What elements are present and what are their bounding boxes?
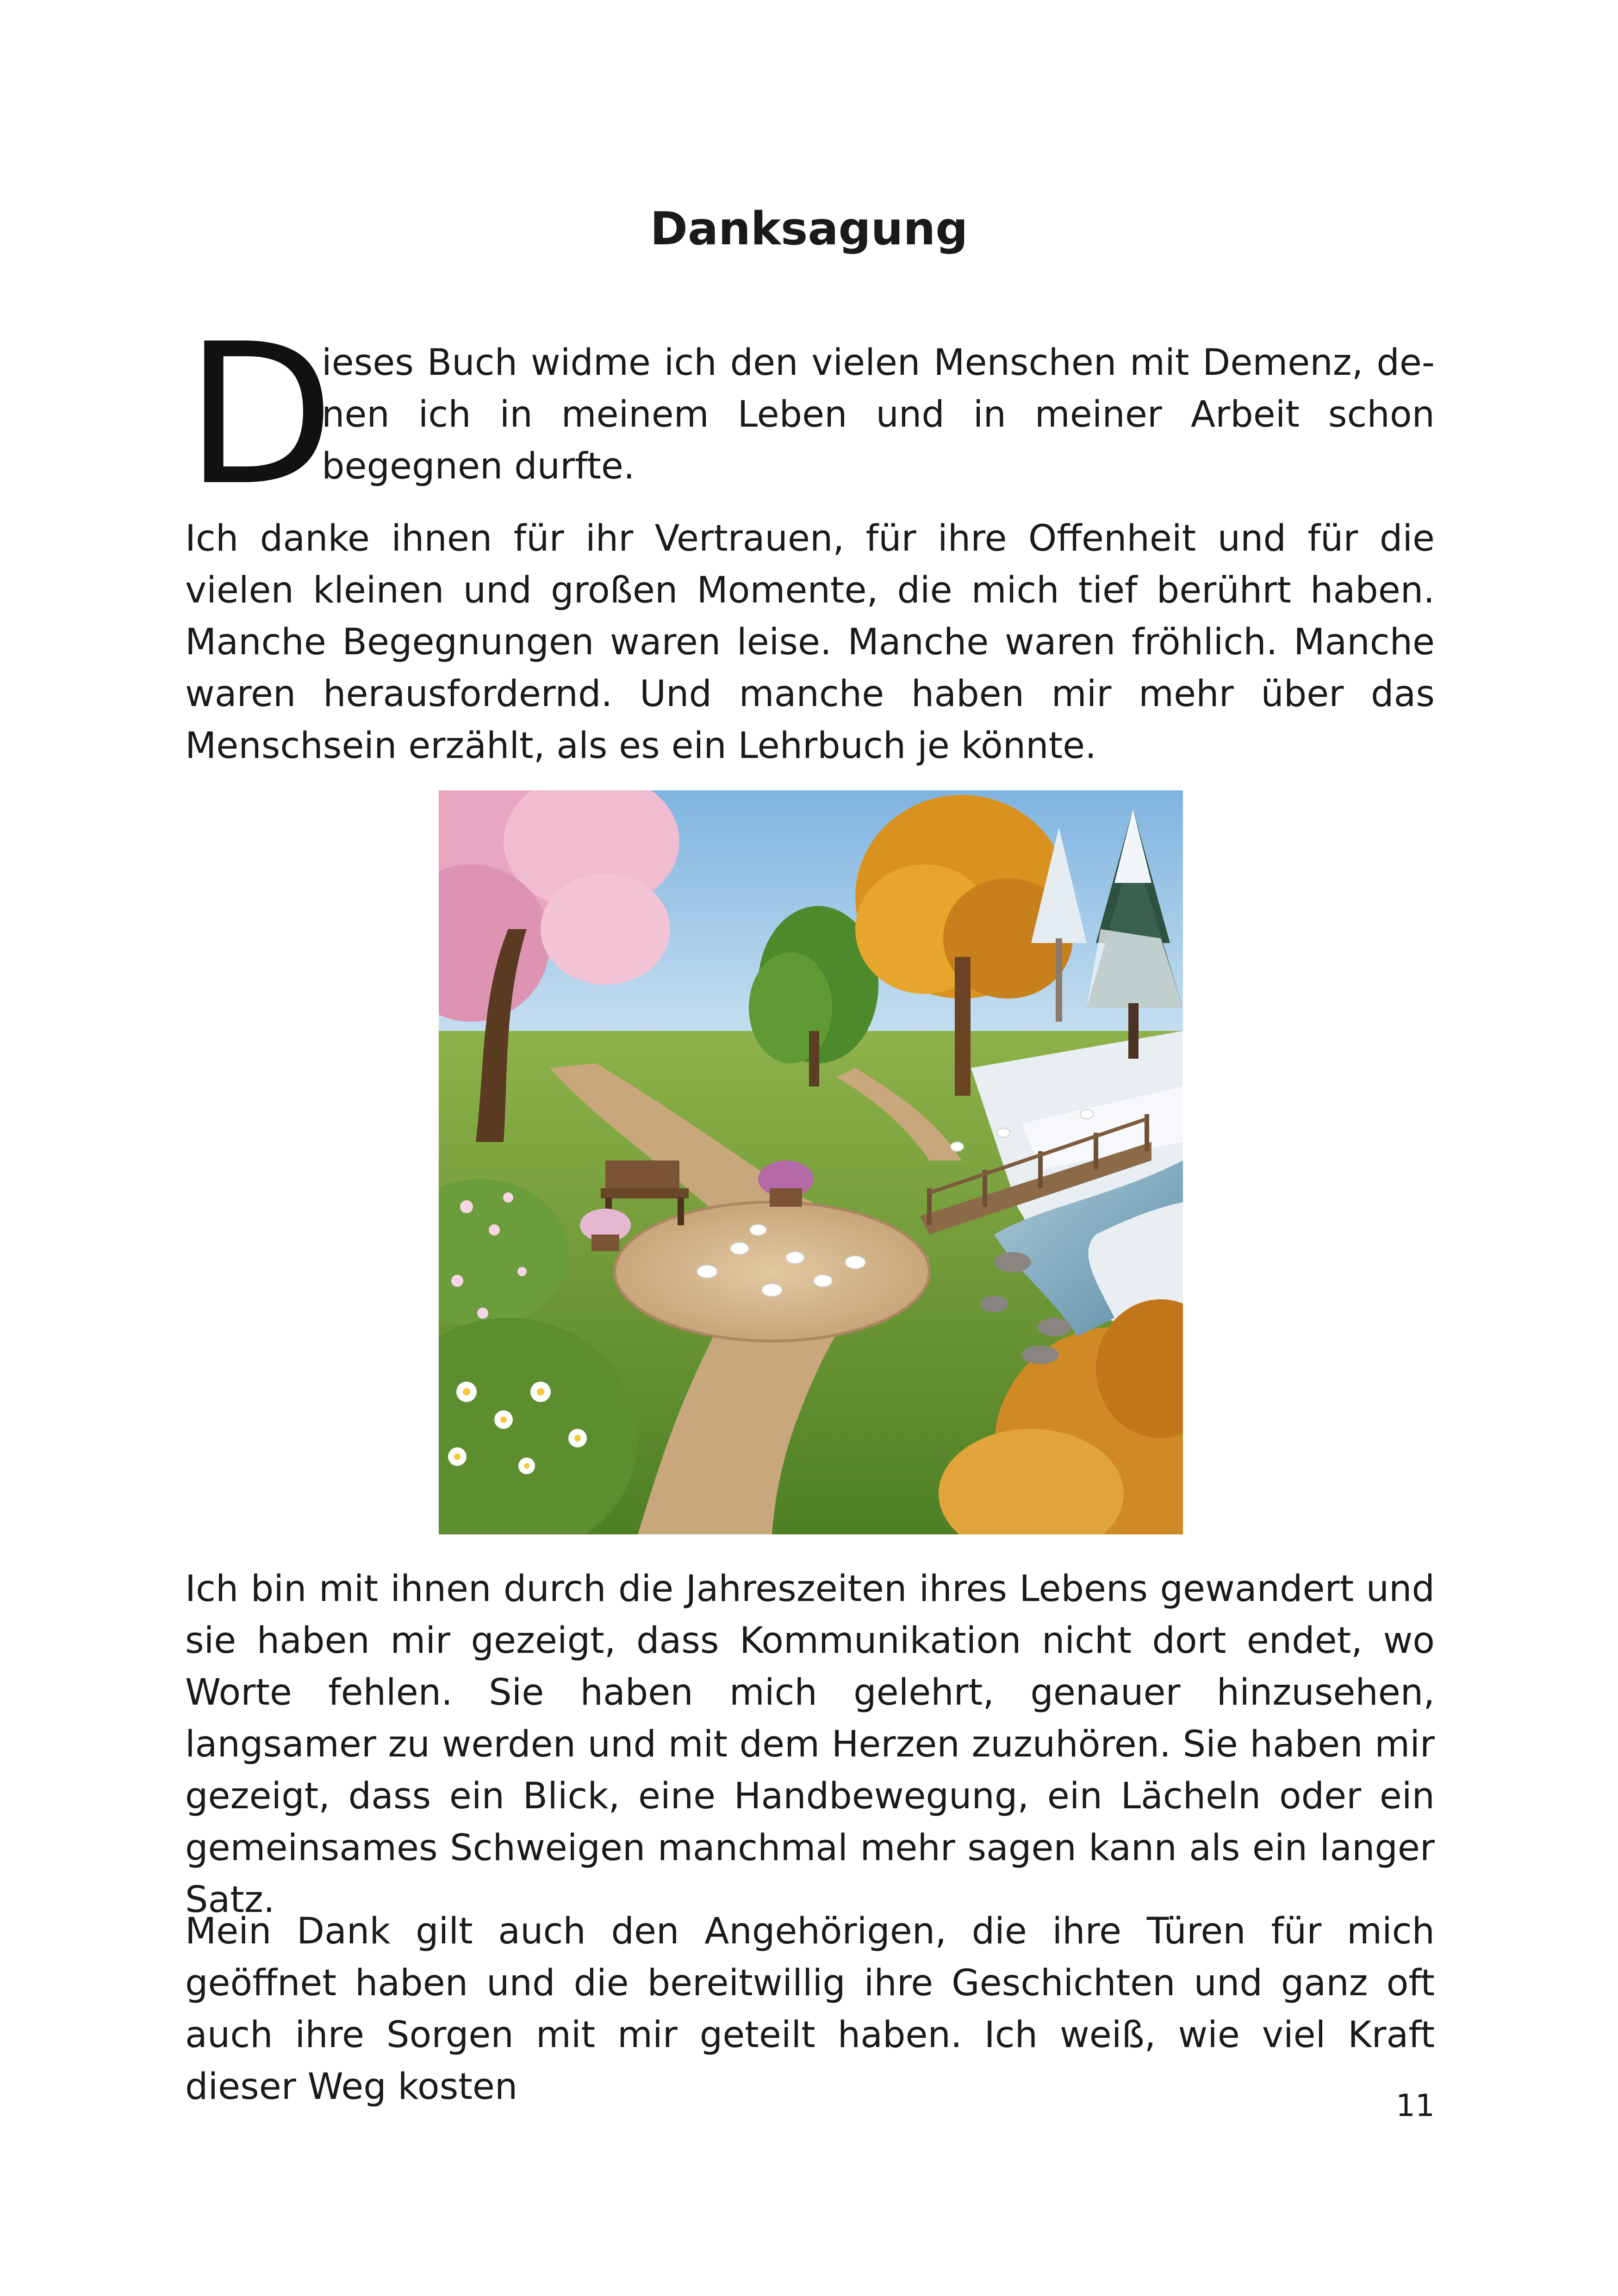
- page-number: 11: [1396, 2088, 1435, 2123]
- seasons-garden-illustration: [439, 790, 1183, 1534]
- opening-paragraph: [185, 302, 1435, 528]
- paragraph-relatives: Mein Dank gilt auch den Angehörigen, die ihre Türen für mich geöffnet haben und die bereitwillig ihre Geschichten und ganz oft auch ihre Sorgen mit mir geteilt haben. Ich weiß, wie viel Kraft dieser Weg kosten: [185, 1911, 1435, 2108]
- page-title: Danksagung: [650, 203, 968, 255]
- paragraph-seasons: Ich bin mit ihnen durch die Jahreszeiten ihres Lebens gewandert und sie haben mir gezeigt, dass Kommunikation nicht dort endet, wo Worte fehlen. Sie haben mich gelehrt, genauer hinzusehen, langsamer zu werden und mit dem Herzen zuzuhören. Sie haben mir gezeigt, dass ein Blick, eine Handbewegung, ein Lächeln oder ein gemeinsames Schweigen manchmal mehr sagen kann als ein langer Satz.: [185, 1568, 1435, 1921]
- drop-cap: D: [185, 302, 335, 528]
- seasons-garden-illustration-svg: [439, 790, 1183, 1534]
- paragraph-gratitude: Ich danke ihnen für ihr Vertrauen, für ihre Offenheit und für die vielen kleinen und großen Momente, die mich tief berührt haben. Manche Begegnungen waren leise. Manche waren fröhlich. Manche waren herausfordernd. Und manche haben mir mehr über das Menschsein erzählt, als es ein Lehrbuch je könnte.: [185, 518, 1435, 767]
- opening-paragraph-text: ieses Buch widme ich den vielen Menschen mit Demenz, denen ich in meinem Leben und in meiner Arbeit schon begegnen durfte.: [322, 342, 1435, 487]
